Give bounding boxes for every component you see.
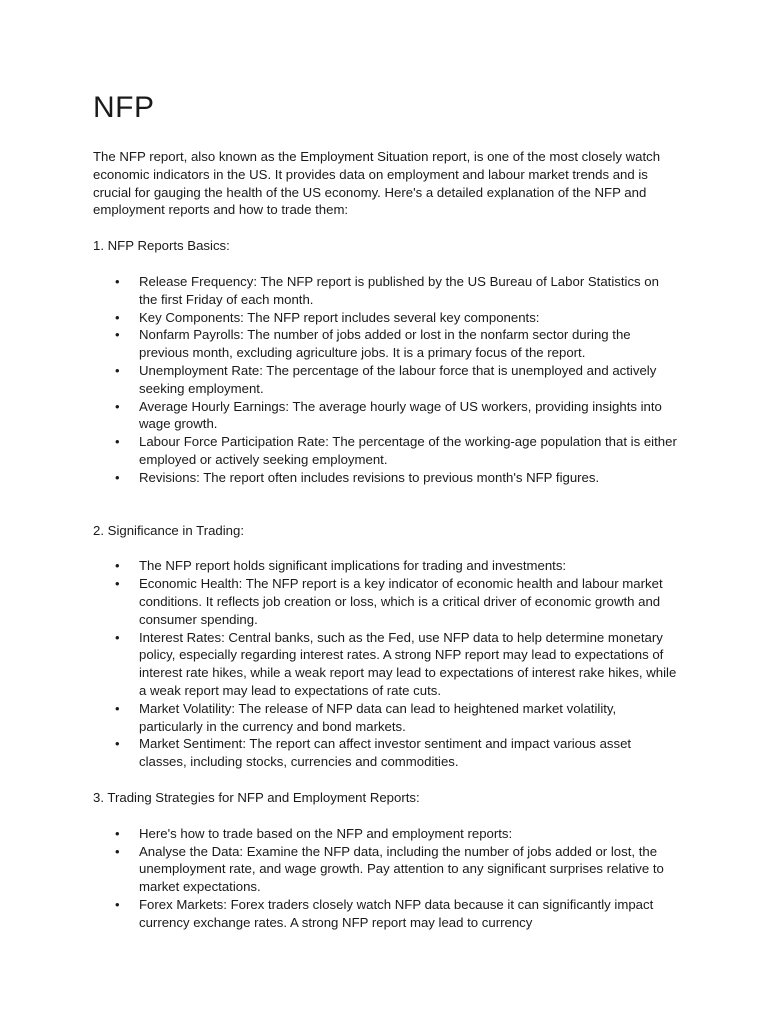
bullet-icon: •: [115, 896, 120, 912]
list-item: • Forex Markets: Forex traders closely watch NFP data because it can significantly impact currency exchange rates. A strong NFP report may lead to currency: [115, 896, 654, 930]
bullet-icon: •: [115, 700, 120, 716]
list-item: • Interest Rates: Central banks, such as the Fed, use NFP data to help determine monetary policy, especially regarding interest rates. A strong NFP report may lead to expectations of interest rate hikes, while a weak report may lead to expectations of interest rake hikes, while a weak report may lead to expectations of rate cuts.: [115, 629, 677, 698]
list-item: • Key Components: The NFP report includes several key components:: [115, 309, 540, 325]
list-item: • Release Frequency: The NFP report is published by the US Bureau of Labor Statistics on the first Friday of each month.: [115, 273, 659, 307]
list-item: • Unemployment Rate: The percentage of the labour force that is unemployed and actively seeking employment.: [115, 362, 657, 396]
bullet-icon: •: [115, 576, 120, 592]
section-heading-strategies: 3. Trading Strategies for NFP and Employment Reports:: [93, 789, 420, 805]
bullet-icon: •: [115, 843, 120, 859]
list-item: • Revisions: The report often includes revisions to previous month's NFP figures.: [115, 469, 600, 485]
list-item: • Market Sentiment: The report can affect investor sentiment and impact various asset classes, including stocks, currencies and commodities.: [115, 736, 632, 770]
list-item: • Nonfarm Payrolls: The number of jobs added or lost in the nonfarm sector during the previous month, excluding agriculture jobs. It is a primary focus of the report.: [115, 327, 631, 361]
bullet-icon: •: [115, 434, 120, 450]
bullet-icon: •: [115, 825, 120, 841]
bullet-icon: •: [115, 558, 120, 574]
section-heading-significance: 2. Significance in Trading:: [93, 522, 245, 538]
document-title: NFP: [93, 91, 155, 124]
list-item: • Analyse the Data: Examine the NFP data, including the number of jobs added or lost, the unemployment rate, and wage growth. Pay attention to any significant surprises relative to market expectations.: [115, 843, 664, 895]
list-item: • Economic Health: The NFP report is a key indicator of economic health and labour market conditions. It reflects job creation or loss, which is a critical driver of economic growth and consumer spending.: [115, 576, 663, 627]
list-item: • The NFP report holds significant implications for trading and investments:: [115, 558, 567, 574]
bullet-icon: •: [115, 327, 120, 343]
list-item: • Average Hourly Earnings: The average hourly wage of US workers, providing insights into wage growth.: [115, 398, 662, 432]
bullet-list-strategies: [93, 825, 678, 932]
bullet-icon: •: [115, 273, 120, 289]
bullet-icon: •: [115, 736, 120, 752]
list-item: • Market Volatility: The release of NFP data can lead to heightened market volatility, particularly in the currency and bond markets.: [115, 700, 617, 734]
bullet-icon: •: [115, 629, 120, 645]
bullet-icon: •: [115, 362, 120, 378]
bullet-icon: •: [115, 309, 120, 325]
bullet-icon: •: [115, 469, 120, 485]
list-item: • Labour Force Participation Rate: The percentage of the working-age population that is either employed or actively seeking employment.: [115, 434, 677, 467]
intro-paragraph: The NFP report, also known as the Employment Situation report, is one of the most closely watch economic indicators in the US. It provides data on employment and labour market trends and is crucial for gauging the health of the US economy. Here's a detailed explanation of the NFP and employment reports and how to trade them:: [93, 149, 661, 218]
bullet-list-significance: [93, 557, 678, 771]
bullet-icon: •: [115, 398, 120, 414]
list-item: • Here's how to trade based on the NFP and employment reports:: [115, 825, 513, 841]
bullet-list-basics: [93, 273, 678, 487]
section-heading-basics: 1. NFP Reports Basics:: [93, 238, 230, 254]
